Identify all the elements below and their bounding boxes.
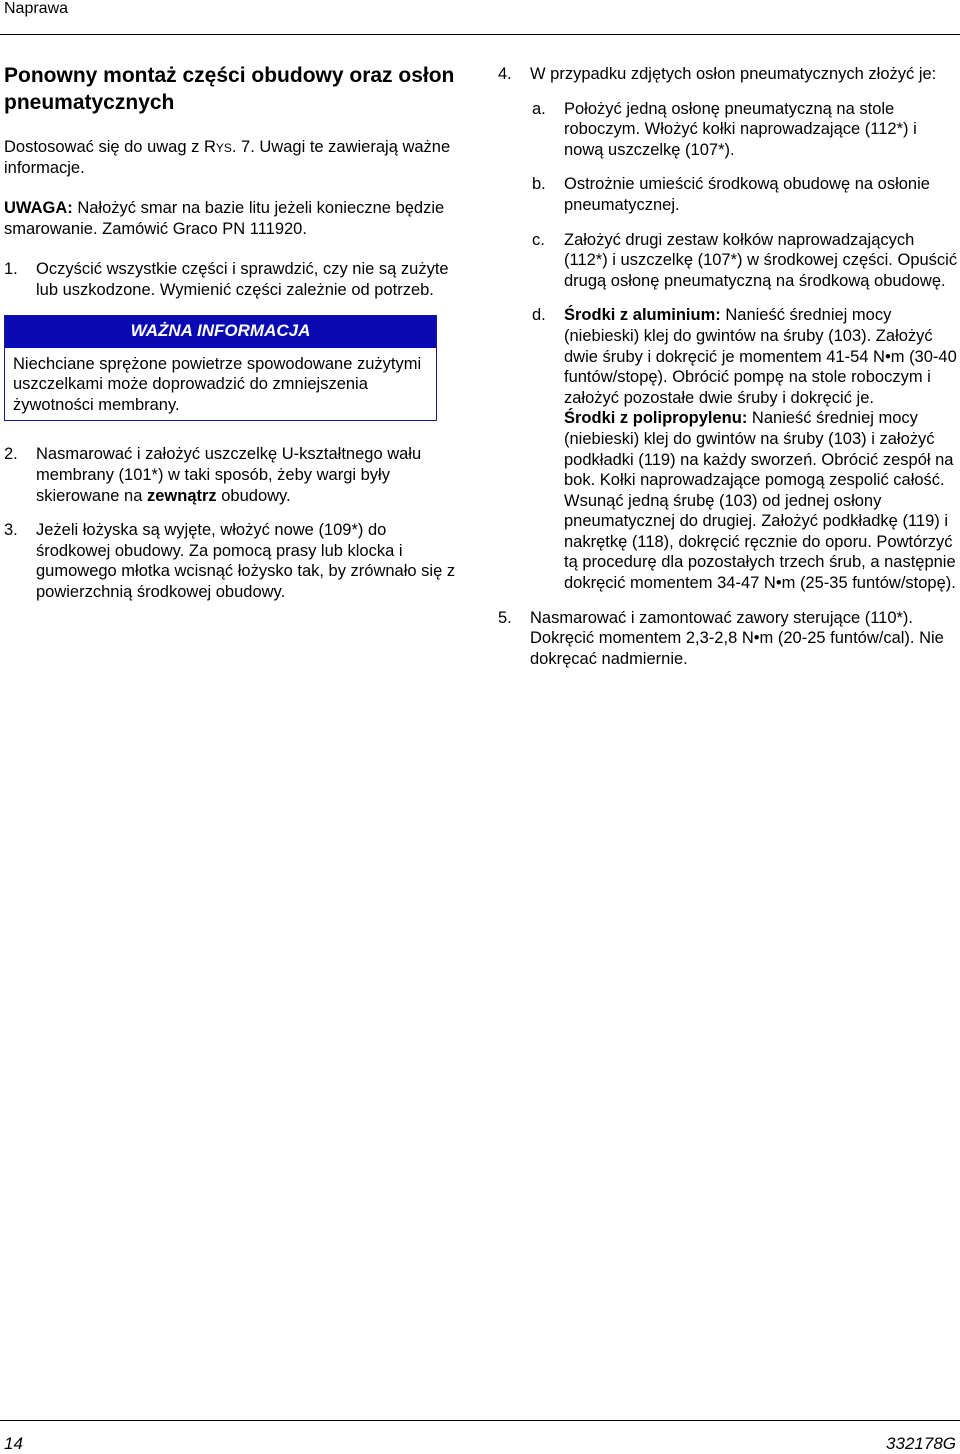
substep-a [532,99,960,161]
note-text: Nałożyć smar na bazie litu jeżeli konieczne będzie smarowanie. Zamówić Graco PN 111920. [4,199,445,238]
polypropylene-label: Środki z polipropylenu: [564,409,748,428]
substep-c [532,230,960,292]
step-text: Oczyścić wszystkie części i sprawdzić, czy nie są zużyte lub uszkodzone. Wymienić części zależnie od potrzeb. [36,260,449,299]
aluminium-block [564,306,957,406]
substep-letter: d. [532,306,546,325]
step-number: 1. [4,260,18,279]
page-header-section: Naprawa [4,0,69,17]
polypropylene-text: Nanieść średniej mocy (niebieski) klej do gwintów na śruby (103) i założyć podkładki (119) na każdy sworzeń. Obrócić zespół na bok. Kołki naprowadzające pomogą zespolić całość. Wsunąć jedną śrubę (103) od jednej osłony pneumatycznej do drugiej. Założyć podkładkę (119) i nakrętkę (118), dokręcić ręcznie do oporu. Powtórzyć tą procedurę dla pozostałych trzech śrub, a następnie dokręcić momentem 34-47 N•m (25-35 funtów/stopę). [564,409,956,593]
left-column [4,62,462,617]
page-number: 14 [4,1434,23,1453]
step-text-part: Nasmarować i założyć uszczelkę U-kształtnego wału membrany (101*) w taki sposób, żeby wargi były skierowane na [36,445,422,505]
document-number: 332178G [886,1434,956,1453]
step-2 [4,444,462,506]
right-column [498,64,960,683]
header-divider [0,34,960,35]
intro-text-end: . Uwagi te zawierają ważne informacje. [4,138,451,177]
footer-divider [0,1420,960,1421]
substep-d [532,305,960,593]
substep-letter: b. [532,175,546,194]
step-4 [498,64,960,85]
notice-heading: WAŻNA INFORMACJA [5,316,436,348]
substep-text: Położyć jedną osłonę pneumatyczną na stole roboczym. Włożyć kołki naprowadzające (112*) i nową uszczelkę (107*). [564,99,917,159]
substep-text: Ostrożnie umieścić środkową obudowę na osłonie pneumatycznej. [564,175,930,214]
substep-b [532,174,960,215]
notice-box [4,315,437,422]
substep-text: Założyć drugi zestaw kołków naprowadzających (112*) i uszczelkę (107*) w środkowej części. Opuścić drugą osłonę pneumatyczną na środkową obudowę. [564,230,958,290]
notice-body: Niechciane sprężone powietrze spowodowane zużytymi uszczelkami może doprowadzić do zmniejszenia żywotności membrany. [13,354,422,414]
step-number: 4. [498,65,512,83]
step-text [36,444,462,506]
figure-reference: Rys. 7 [203,138,251,156]
polypropylene-block [564,409,956,592]
step-5 [498,608,960,670]
aluminium-text: Nanieść średniej mocy (niebieski) klej do gwintów na śruby (103). Założyć dwie śruby i dokręcić je momentem 41-54 N•m (30-40 funtów/stopę). Obrócić pompę na stole roboczym i założyć pozostałe dwie śruby i dokręcić je. [564,306,957,407]
intro-text: Dostosować się do uwag z [4,138,204,156]
step-1 [4,259,462,300]
step-3 [4,520,462,602]
emphasis-text: zewnątrz [146,486,217,505]
step-number: 2. [4,445,18,464]
note-paragraph [4,198,462,239]
section-title: Ponowny montaż części obudowy oraz osłon pneumatycznych [4,64,455,114]
step-text: Nasmarować i zamontować zawory sterujące (110*). Dokręcić momentem 2,3-2,8 N•m (20-25 funtów/cal). Nie dokręcać nadmiernie. [530,608,944,668]
substep-letter: a. [532,99,546,118]
step-text: W przypadku zdjętych osłon pneumatycznych złożyć je: [530,65,937,83]
step-number: 3. [4,521,18,540]
substep-text [564,305,960,593]
step-text-end: obudowy. [216,486,291,505]
step-number: 5. [498,608,512,627]
step-text: Jeżeli łożyska są wyjęte, włożyć nowe (109*) do środkowej obudowy. Za pomocą prasy lub klocka i gumowego młotka wcisnąć łożysko tak, by zrównało się z powierzchnią środkowej obudowy. [36,521,456,601]
aluminium-label: Środki z aluminium: [564,306,721,325]
note-label: UWAGA: [4,199,73,218]
intro-paragraph [4,137,462,178]
substep-letter: c. [532,230,545,249]
